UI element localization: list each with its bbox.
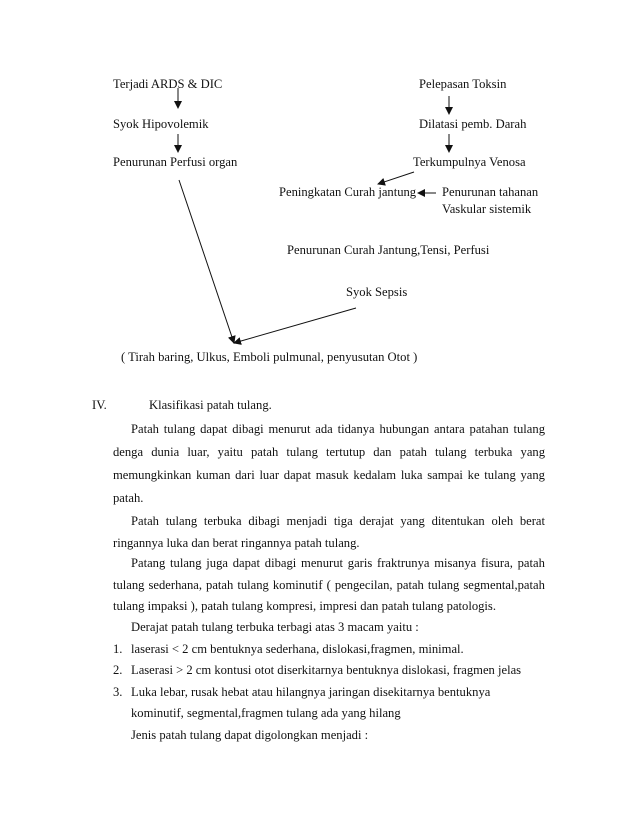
word: ke xyxy=(467,468,480,482)
word: ditentukan xyxy=(431,514,485,528)
word: derajat xyxy=(359,514,394,528)
arrow-sepsis-to-outcome xyxy=(234,308,356,343)
word: memungkinkan xyxy=(113,468,192,482)
word: yang xyxy=(520,445,545,459)
word: kuman xyxy=(196,468,231,482)
word: luar, xyxy=(187,445,210,459)
p4-line: Derajat patah tulang terbuka terbagi atas 3 macam yaitu : xyxy=(131,620,419,634)
p2-line-2: ringannya luka dan berat ringannya patah tulang. xyxy=(113,536,360,550)
p1-line-1 xyxy=(131,423,545,436)
closing-line: Jenis patah tulang dapat digolongkan menjadi : xyxy=(131,728,369,742)
word: dapat xyxy=(283,468,312,482)
node-syok-sepsis: Syok Sepsis xyxy=(346,285,408,299)
word: tulang xyxy=(513,422,545,436)
word: dapat xyxy=(200,422,228,436)
word: yang xyxy=(520,468,545,482)
word: sederhana, xyxy=(148,578,203,592)
word: Patah xyxy=(131,422,159,436)
word: patahan xyxy=(469,422,509,436)
list-item-3-line-1: Luka lebar, rusak hebat atau hilangnya jaringan disekitarnya bentuknya xyxy=(131,685,491,699)
list-number-3: 3. xyxy=(113,685,123,699)
arrow-venosa-to-peningkatan xyxy=(378,172,414,184)
word: tulang xyxy=(163,422,196,436)
section-title: Klasifikasi patah tulang. xyxy=(149,398,272,412)
word: dari xyxy=(235,468,255,482)
word: menurut xyxy=(301,556,344,570)
word: tulang xyxy=(237,578,269,592)
word: dibagi xyxy=(232,422,264,436)
node-peningkatan-curah: Peningkatan Curah jantung xyxy=(279,185,417,199)
word: juga xyxy=(206,556,228,570)
p3-line-2 xyxy=(113,579,545,592)
node-dilatasi: Dilatasi pemb. Darah xyxy=(419,117,527,131)
word: segmental,patah xyxy=(463,578,545,592)
word: berat xyxy=(519,514,545,528)
word: tulang xyxy=(286,445,318,459)
word: dibagi xyxy=(248,514,280,528)
word: dan xyxy=(373,445,392,459)
word: hubungan xyxy=(379,422,430,436)
node-penurunan-tahanan: Penurunan tahanan xyxy=(442,185,539,199)
node-syok-hipovolemik: Syok Hipovolemik xyxy=(113,117,209,131)
word: terbuka xyxy=(474,445,513,459)
word: tulang xyxy=(165,514,198,528)
list-item-2: Laserasi > 2 cm kontusi otot diserkitarnya bentuknya dislokasi, fragmen jelas xyxy=(131,663,522,677)
word: fraktrunya xyxy=(377,556,430,570)
word: tulang xyxy=(484,468,516,482)
word: patah xyxy=(399,445,427,459)
word: tiga xyxy=(333,514,353,528)
word: menurut xyxy=(268,422,311,436)
p2-line-1 xyxy=(131,515,545,528)
word: tertutup xyxy=(326,445,366,459)
word: tulang xyxy=(427,578,460,592)
word: denga xyxy=(113,445,144,459)
node-pelepasan-toksin: Pelepasan Toksin xyxy=(419,77,507,91)
word: patah xyxy=(517,556,545,570)
word: dapat xyxy=(232,556,261,570)
word: dunia xyxy=(151,445,180,459)
section-number: IV. xyxy=(92,398,107,412)
word: pengecilan, xyxy=(334,578,393,592)
word: patah xyxy=(206,578,234,592)
word: fisura, xyxy=(481,556,513,570)
word: kedalam xyxy=(353,468,397,482)
word: tulang xyxy=(113,578,145,592)
word: ada xyxy=(315,422,333,436)
list-number-1: 1. xyxy=(113,642,123,656)
word: luka xyxy=(400,468,423,482)
node-terkumpulnya-venosa: Terkumpulnya Venosa xyxy=(413,155,526,169)
node-outcome: ( Tirah baring, Ulkus, Emboli pulmunal, penyusutan Otot ) xyxy=(121,350,418,364)
word: Patah xyxy=(131,514,159,528)
word: misanya xyxy=(434,556,477,570)
word: tulang xyxy=(435,445,467,459)
list-number-2: 2. xyxy=(113,663,123,677)
node-vaskular-sistemik: Vaskular sistemik xyxy=(442,202,532,216)
word: ( xyxy=(326,578,331,592)
word: yang xyxy=(400,514,425,528)
list-item-3-line-2: kominutif, segmental,fragmen tulang ada yang hilang xyxy=(131,706,401,720)
node-ards-dic: Terjadi ARDS & DIC xyxy=(113,77,223,91)
p3-line-3: tulang impaksi ), patah tulang kompresi, impresi dan patah tulang patologis. xyxy=(113,599,496,613)
word: menjadi xyxy=(286,514,328,528)
word: terbuka xyxy=(203,514,242,528)
node-penurunan-curah: Penurunan Curah Jantung,Tensi, Perfusi xyxy=(287,243,490,257)
arrow-perfusi-to-outcome xyxy=(179,180,234,343)
word: tidanya xyxy=(337,422,375,436)
word: patah xyxy=(250,445,279,459)
word: sampai xyxy=(427,468,463,482)
word: masuk xyxy=(315,468,349,482)
word: garis xyxy=(347,556,373,570)
word: antara xyxy=(433,422,465,436)
p1-line-4: patah. xyxy=(113,491,144,505)
list-item-1: laserasi < 2 cm bentuknya sederhana, dislokasi,fragmen, minimal. xyxy=(131,642,464,656)
word: kominutif xyxy=(272,578,323,592)
word: yaitu xyxy=(217,445,243,459)
word: luar xyxy=(259,468,280,482)
p3-line-1 xyxy=(131,557,545,570)
word: oleh xyxy=(491,514,514,528)
p1-line-2 xyxy=(113,446,545,459)
word: tulang xyxy=(170,556,202,570)
node-penurunan-perfusi: Penurunan Perfusi organ xyxy=(113,155,238,169)
word: Patang xyxy=(131,556,166,570)
p1-line-3 xyxy=(113,469,545,482)
word: dibagi xyxy=(264,556,297,570)
word: patah xyxy=(396,578,424,592)
